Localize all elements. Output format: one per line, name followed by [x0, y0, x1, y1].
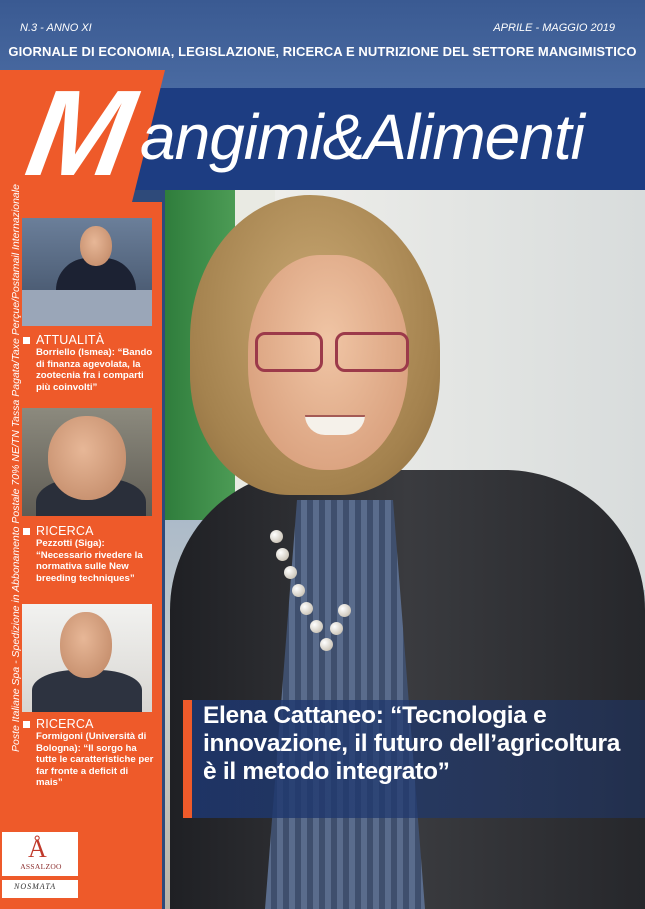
- postal-notice-text: Poste Italiane Spa - Spedizione in Abbonamento Postale 70% NE/TN Tassa Pagata/Taxe Perçue/Postamail Internazionale: [10, 184, 22, 752]
- necklace-pearl: [292, 584, 305, 597]
- thumbnail-pezzotti: [22, 408, 152, 516]
- section-label: RICERCA: [36, 717, 94, 731]
- bullet-icon: [23, 721, 30, 728]
- necklace-pearl: [320, 638, 333, 651]
- necklace-pearl: [270, 530, 283, 543]
- sidebar-item-attualita: [36, 333, 154, 393]
- masthead-logo-title: angimi&Alimenti: [140, 101, 584, 173]
- bullet-icon: [23, 528, 30, 535]
- section-teaser: Formigoni (Università di Bologna): “Il sorgo ha tutte le caratteristiche per far fronte a deficit di mais”: [36, 731, 154, 789]
- glasses-right-lens: [335, 332, 409, 372]
- necklace-pearl: [310, 620, 323, 633]
- section-teaser: Pezzotti (Siga): “Necessario rivedere la normativa sulle New breeding techniques”: [36, 538, 143, 584]
- section-teaser: Borriello (Ismea): “Bando di finanza agevolata, la zootecnia fra i comparti più coinvolti”: [36, 347, 153, 393]
- masthead-subtitle: GIORNALE DI ECONOMIA, LEGISLAZIONE, RICERCA E NUTRIZIONE DEL SETTORE MANGIMISTICO: [8, 44, 637, 59]
- thumbnail-formigoni: [22, 604, 152, 712]
- necklace-pearl: [330, 622, 343, 635]
- assalzoo-logo: [2, 832, 78, 876]
- sidebar-item-ricerca-2: [36, 717, 154, 789]
- necklace-pearl: [284, 566, 297, 579]
- section-label: ATTUALITÀ: [36, 333, 105, 347]
- thumb-podium: [22, 290, 152, 326]
- masthead-logo-initial: M: [18, 65, 144, 201]
- sponsor-logo: [2, 880, 78, 898]
- glasses-left-lens: [255, 332, 323, 372]
- issue-date: APRILE - MAGGIO 2019: [493, 22, 615, 34]
- thumb-figure-head: [48, 416, 126, 500]
- section-label: RICERCA: [36, 524, 94, 538]
- thumbnail-borriello: [22, 218, 152, 326]
- necklace-pearl: [300, 602, 313, 615]
- postal-notice: [0, 184, 22, 752]
- thumb-figure-head: [60, 612, 112, 678]
- cover-headline: Elena Cattaneo: “Tecnologia e innovazione, il futuro dell’agricoltura è il metodo integrato”: [203, 702, 621, 785]
- necklace-pearl: [276, 548, 289, 561]
- assalzoo-logo-text: ASSALZOO: [20, 862, 62, 871]
- headline-accent-bar: [183, 700, 192, 818]
- sponsor-logo-text: NOSMATA: [14, 882, 57, 891]
- issue-number: N.3 - ANNO XI: [20, 22, 92, 34]
- bullet-icon: [23, 337, 30, 344]
- thumb-figure-head: [80, 226, 112, 266]
- assalzoo-logo-mark: Å: [28, 834, 47, 863]
- sidebar-item-ricerca-1: [36, 524, 154, 584]
- necklace-pearl: [338, 604, 351, 617]
